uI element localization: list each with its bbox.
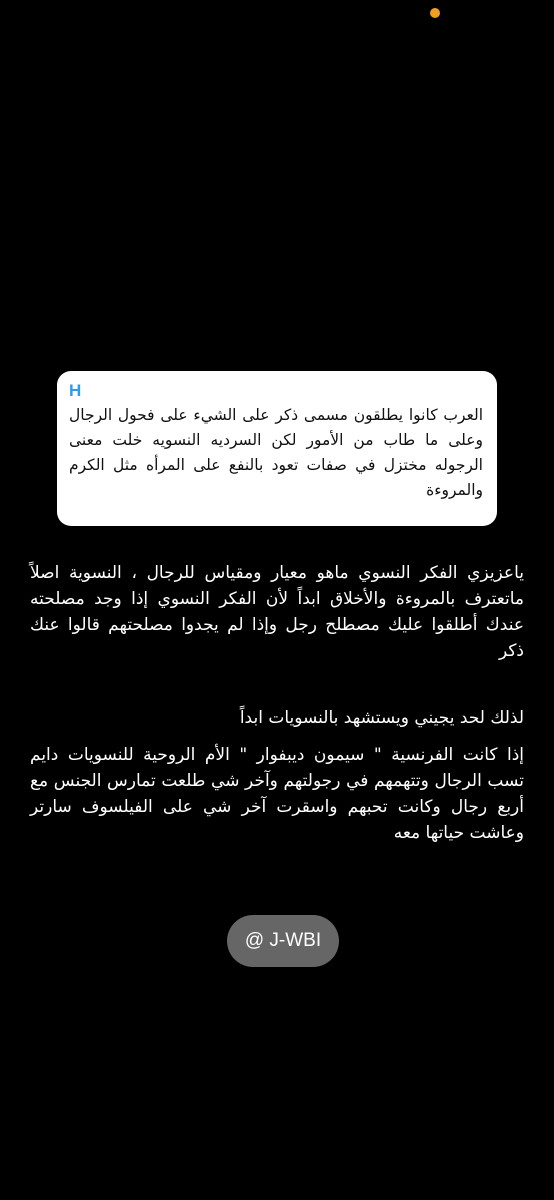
- author-handle-text: @ J-WBI: [244, 930, 322, 951]
- post-paragraph-2: لذلك لحد يجيني ويستشهد بالنسويات ابداً: [239, 708, 524, 728]
- post-paragraph-1: ياعزيزي الفكر النسوي ماهو معيار ومقياس للرجال ، النسوية اصلاً ماتعترف بالمروءة والأخلاق ابداً لأن الفكر النسوي إذا وجد مصلحته عندك أطلقوا عليك مصطلح رجل وإذا لم يجدوا مصلحتهم قالوا عنك ذكر: [30, 563, 524, 661]
- status-indicator-dot: [430, 8, 440, 18]
- post-paragraph-3: إذا كانت الفرنسية " سيمون ديبفوار " الأم الروحية للنسويات دايم تسب الرجال وتتهمهم في رجولتهم وآخر شي طلعت تمارس الجنس مع أربع رجال وكانت تحبهم واسقرت آخر شي على الفيلسوف سارتر وعاشت حياتها معه: [30, 745, 524, 843]
- quote-text: العرب كانوا يطلقون مسمى ذكر على الشيء على فحول الرجال وعلى ما طاب من الأمور لكن السرديه النسويه خلت معنى الرجوله مختزل في صفات تعود بالنفع على المرأه مثل الكرم والمروءة: [69, 406, 483, 499]
- author-handle-watermark: [227, 915, 339, 967]
- quote-sender-initial: H: [69, 381, 82, 400]
- quoted-message-card[interactable]: [57, 371, 497, 526]
